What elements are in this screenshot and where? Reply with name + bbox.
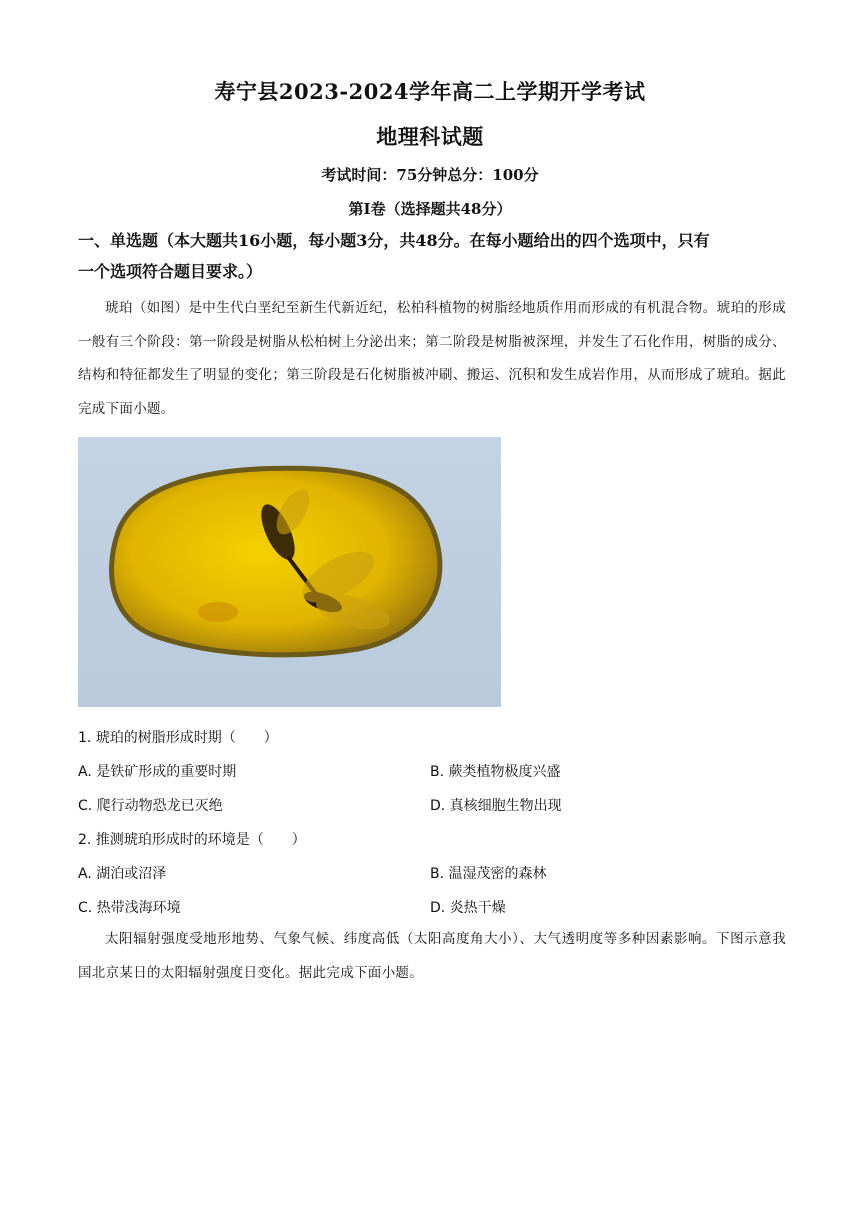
question-2-option-b[interactable]: B. 温湿茂密的森林 (430, 866, 547, 882)
subject-title: 地理科试题 (376, 124, 484, 149)
exam-info: 考试时间：75分钟总分：100分 (321, 166, 539, 184)
question-1-option-a[interactable]: A. 是铁矿形成的重要时期 (78, 764, 237, 780)
question-2-stem: 2. 推测琥珀形成时的环境是（ ） (78, 832, 306, 848)
exam-title: 寿宁县2023-2024学年高二上学期开学考试 (214, 79, 646, 104)
section-heading (78, 226, 786, 286)
question-1-option-c[interactable]: C. 爬行动物恐龙已灭绝 (78, 798, 223, 814)
volume-title: 第Ⅰ卷（选择题共48分） (348, 200, 512, 218)
amber-illustration (78, 437, 501, 707)
amber-photo (78, 437, 501, 707)
question-2-option-d[interactable]: D. 炎热干燥 (430, 900, 506, 916)
section-heading-line1: 一、单选题（本大题共16小题，每小题3分，共48分。在每小题给出的四个选项中，只有 (78, 231, 710, 250)
question-1-stem: 1. 琥珀的树脂形成时期（ ） (78, 730, 278, 746)
amber-stone (111, 468, 439, 655)
question-2-option-c[interactable]: C. 热带浅海环境 (78, 900, 181, 916)
question-2-option-a[interactable]: A. 湖泊或沼泽 (78, 866, 167, 882)
material-paragraph-radiation: 太阳辐射强度受地形地势、气象气候、纬度高低（太阳高度角大小）、大气透明度等多种因素影响。下图示意我国北京某日的太阳辐射强度日变化。据此完成下面小题。 (78, 931, 786, 981)
material-paragraph-amber: 琥珀（如图）是中生代白垩纪至新生代新近纪，松柏科植物的树脂经地质作用而形成的有机混合物。琥珀的形成一般有三个阶段：第一阶段是树脂从松柏树上分泌出来；第二阶段是树脂被深埋，并发生了石化作用，树脂的成分、结构和特征都发生了明显的变化；第三阶段是石化树脂被冲刷、搬运、沉积和发生成岩作用，从而形成了琥珀。据此完成下面小题。 (78, 300, 786, 417)
section-heading-line2: 一个选项符合题目要求。） (78, 262, 263, 281)
question-1-option-b[interactable]: B. 蕨类植物极度兴盛 (430, 764, 561, 780)
question-1-option-d[interactable]: D. 真核细胞生物出现 (430, 798, 562, 814)
